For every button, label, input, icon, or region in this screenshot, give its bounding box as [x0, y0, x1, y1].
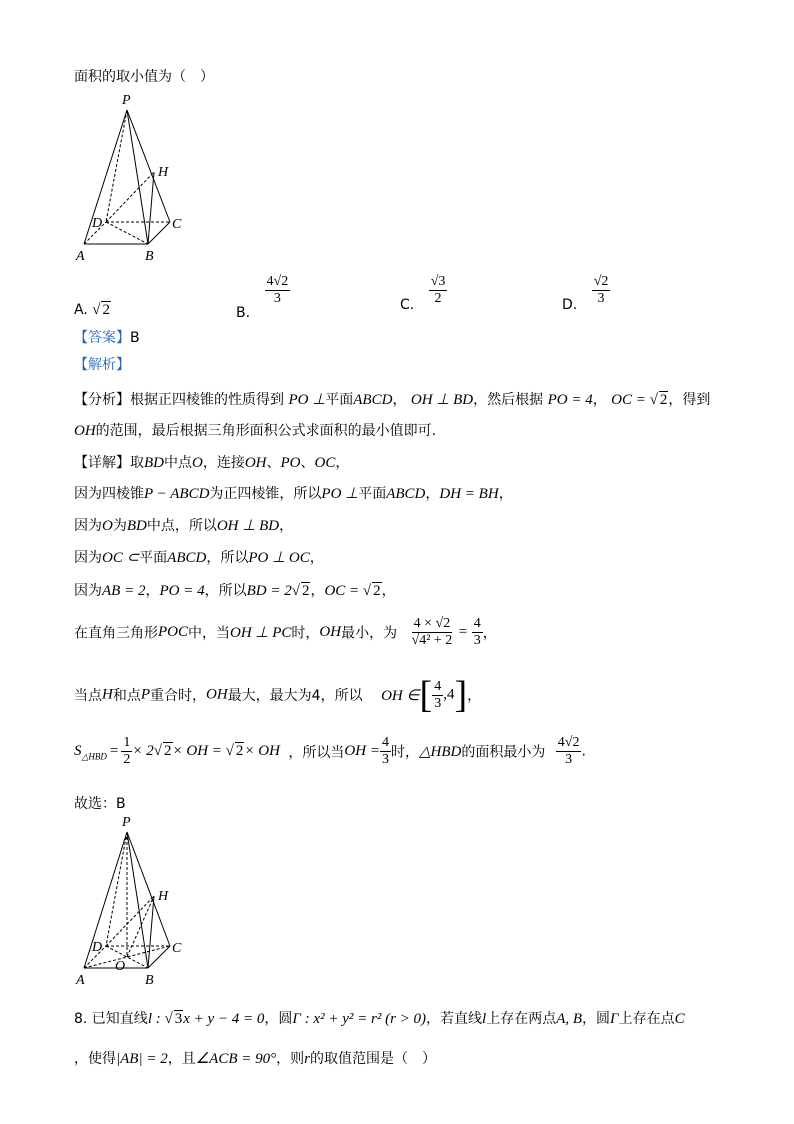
label-a2: A — [76, 973, 85, 988]
q8-line1: 8. 已知直线l : √ 3x + y − 4 = 0，圆Γ : x² + y² = r² (r > 0)，若直线l上存在两点A, B，圆Γ上存在点C — [74, 1011, 685, 1027]
question-tail: 面积的取小值为（ ） — [74, 69, 214, 85]
answer-line: 【答案】B — [74, 330, 140, 346]
xiangjie-line3: 因为O为BD中点，所以OH ⊥ BD， — [74, 518, 294, 534]
label-p2: P — [122, 815, 131, 830]
pyramid-figure-with-o — [70, 810, 200, 988]
xiangjie-line4: 因为OC ⊂平面ABCD，所以PO ⊥ OC， — [74, 550, 324, 566]
label-d2: D — [92, 940, 103, 955]
label-h: H — [158, 165, 169, 180]
xiangjie-line7: 当点H和点P重合时，OH最大，最大为4，所以 OH ∈[ $\frac{4}{3}$ ,4]， — [74, 674, 482, 716]
fenxi-line1: 【分析】根据正四棱锥的性质得到 PO ⊥平面ABCD， OH ⊥ BD，然后根据 PO = 4， OC = √ 2，得到 — [74, 392, 711, 408]
option-b: B. $\frac{4√2}{3}$ — [236, 274, 289, 321]
label-b2: B — [145, 973, 154, 988]
conclusion: 故选：B — [74, 796, 126, 812]
fenxi-line2: OH的范围，最后根据三角形面积公式求面积的最小值即可. — [74, 423, 437, 439]
option-d: D. $\frac{√2}{3}$ — [562, 274, 609, 313]
xiangjie-line8: $S_{\triangle HBD}$ = $\frac{1}{2}$ × 2√ 2× OH = √ 2× OH ，所以当OH = $\frac{4}{3}$ 时，△HBD的面积最小为 $\frac{4√2}{3}$ . — [74, 735, 586, 767]
pyramid-figure — [70, 88, 200, 263]
q8-line2: ，使得|AB| = 2，且∠ACB = 90°，则r的取值范围是（ ） — [74, 1051, 436, 1067]
label-c2: C — [172, 941, 182, 956]
option-a: A. √ 2 — [74, 302, 110, 318]
xiangjie-line1: 【详解】取BD中点O，连接OH、PO、OC， — [74, 455, 350, 471]
label-b: B — [145, 249, 154, 263]
label-p: P — [122, 93, 131, 108]
label-a: A — [76, 249, 85, 263]
xiangjie-line2: 因为四棱锥P − ABCD为正四棱锥，所以PO ⊥平面ABCD，DH = BH， — [74, 486, 513, 502]
label-c: C — [172, 217, 182, 232]
xiangjie-line5: 因为AB = 2，PO = 4，所以BD = 2√ 2，OC = √ 2， — [74, 583, 396, 599]
label-o2: O — [115, 959, 126, 974]
analysis-tag: 【解析】 — [74, 357, 130, 373]
xiangjie-line6: 在直角三角形POC中，当OH ⊥ PC时，OH最小，为 $\frac{4 \times √2}{\text{√4² + 2}}$ = $\frac{4}{3}$ ， — [74, 616, 497, 648]
label-h2: H — [158, 889, 169, 904]
label-d: D — [92, 216, 103, 231]
option-c: C. $\frac{√3}{2}$ — [400, 274, 446, 313]
